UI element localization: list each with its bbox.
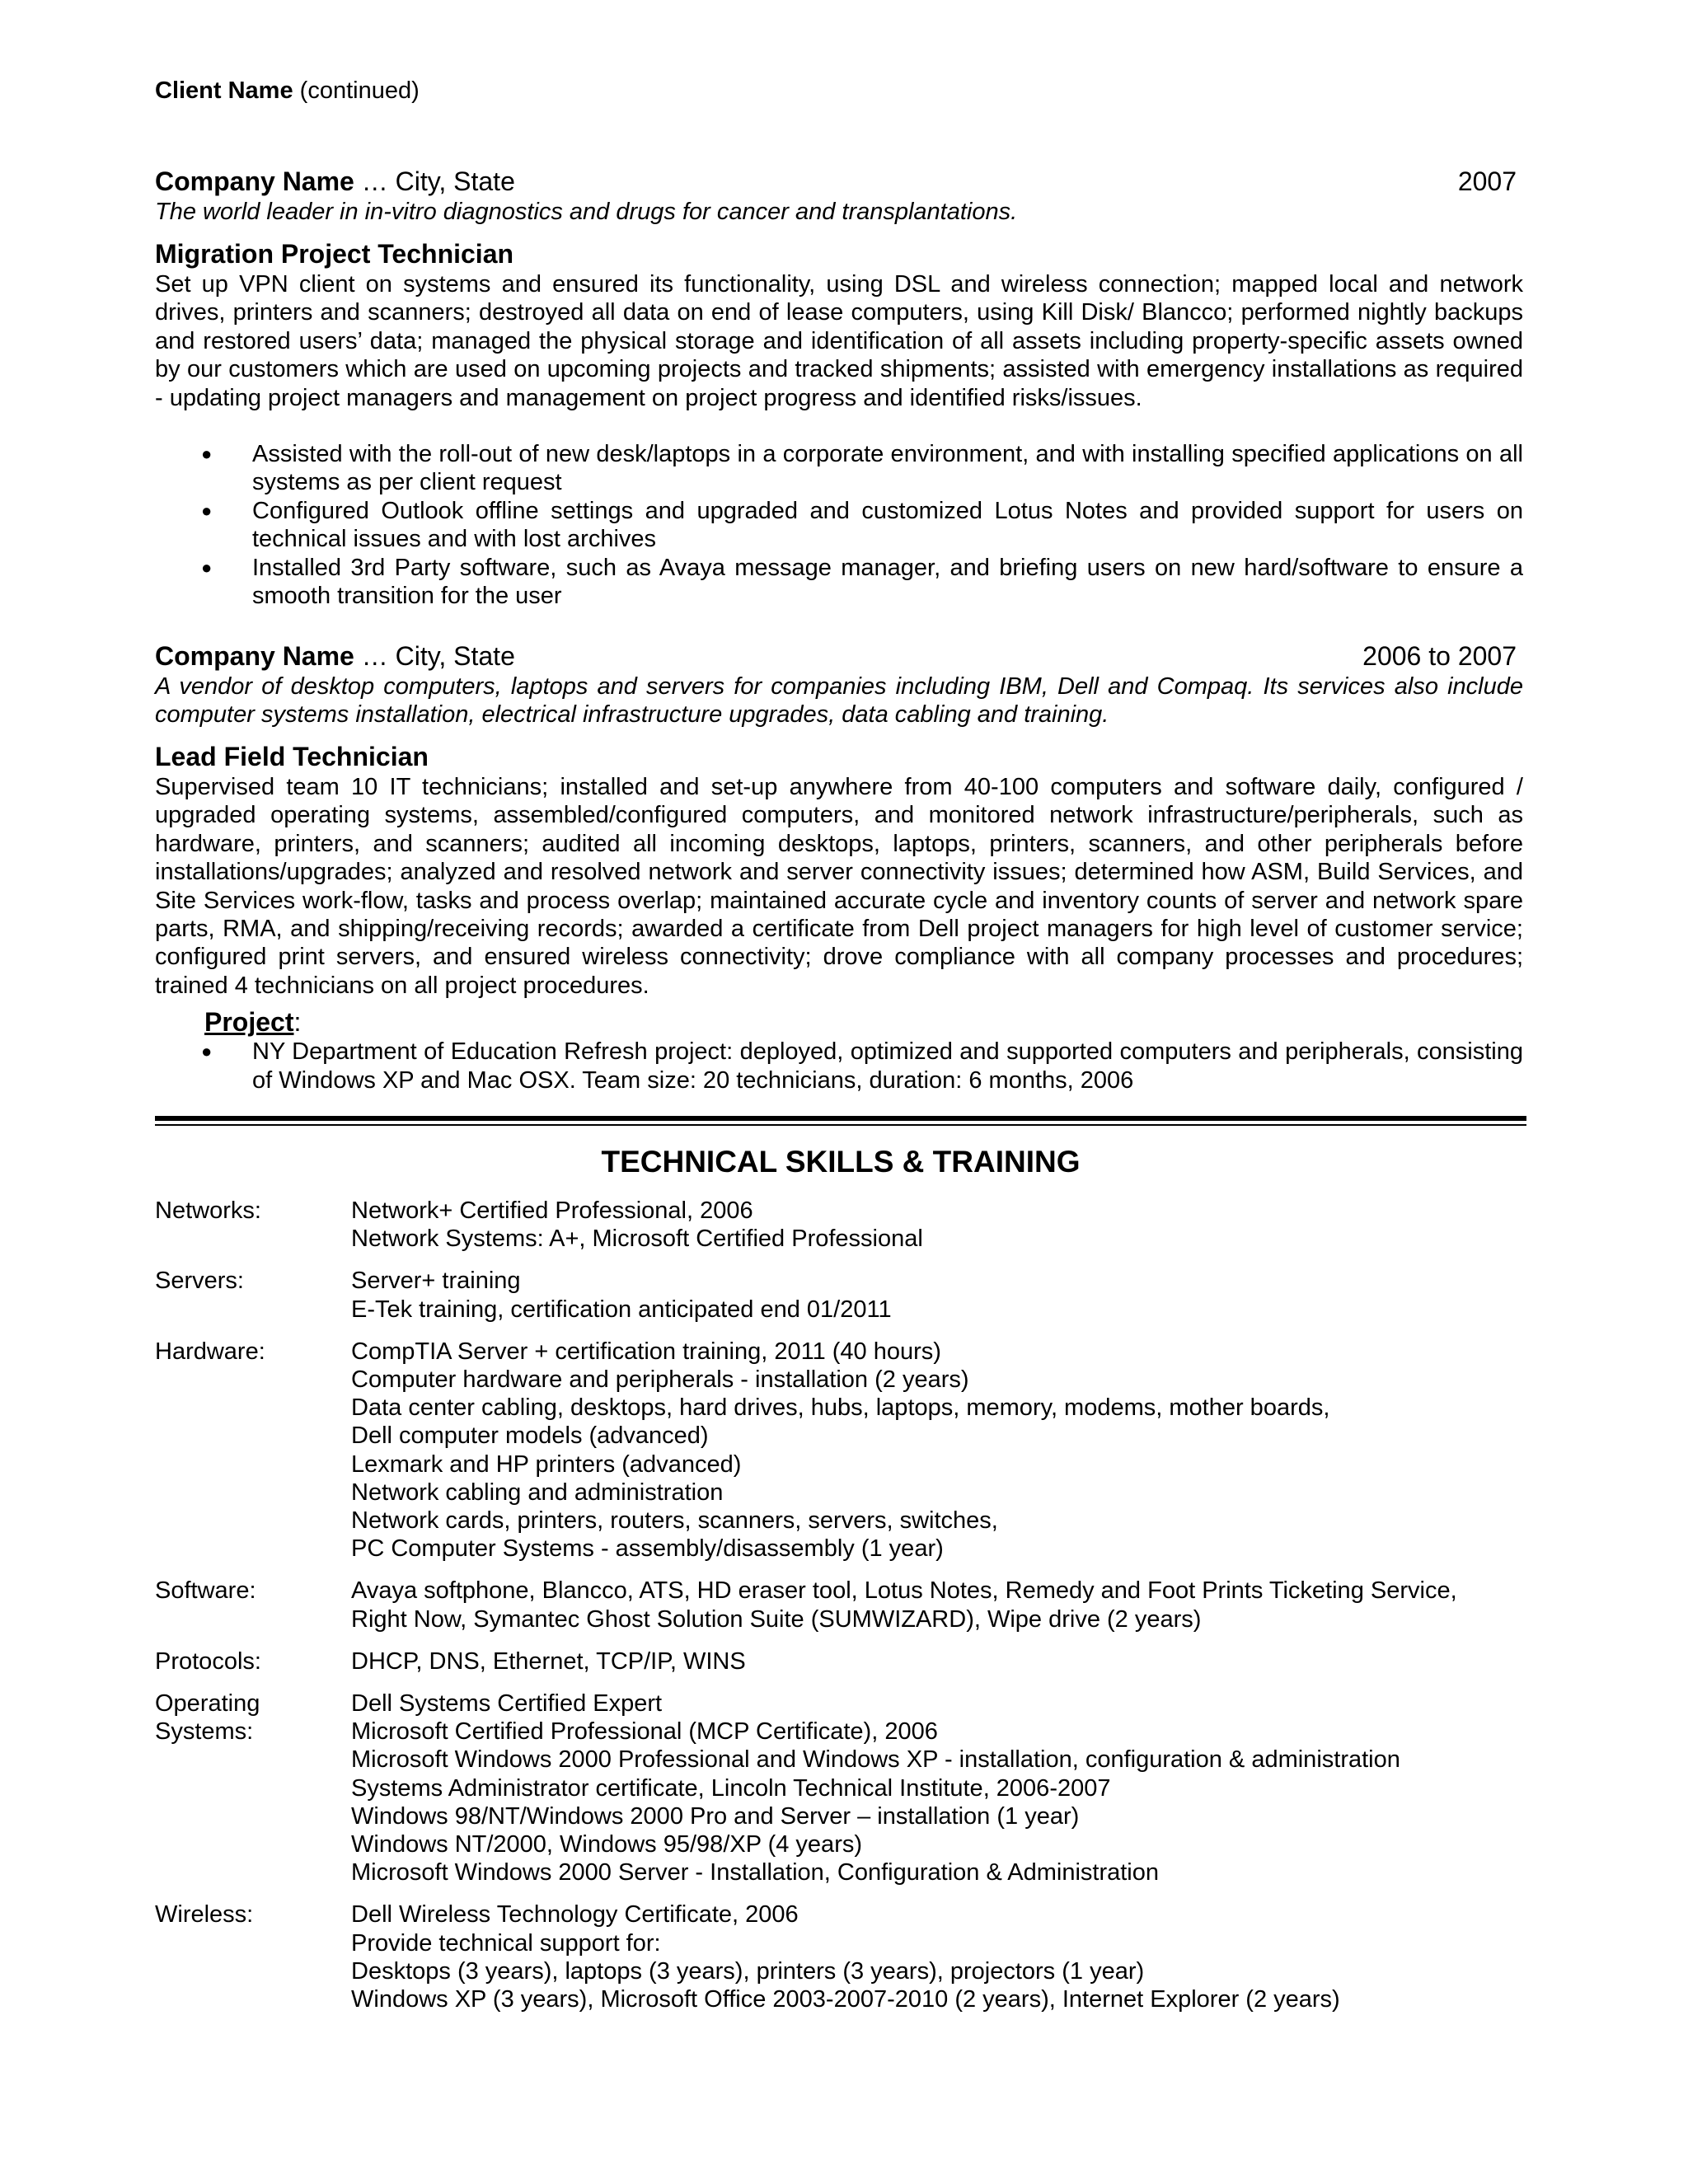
job-entry-1 (155, 165, 1523, 610)
job-title: Lead Field Technician (155, 742, 429, 771)
list-item: ● NY Department of Education Refresh project: deployed, optimized and supported computers and peripherals, consisting of Windows XP and Mac OSX. Team size: 20 technicians, duration: 6 months, 2006 (201, 1038, 1523, 1094)
skills-list (155, 1197, 1526, 2027)
list-item: ● Configured Outlook offline settings and upgraded and customized Lotus Notes and provided support for users on technical issues and with lost archives (201, 497, 1523, 553)
project-bullets (155, 1038, 1523, 1094)
skill-row-servers (155, 1267, 1526, 1323)
company-name: Company Name (155, 641, 354, 671)
section-divider (155, 1116, 1526, 1121)
skill-row-hardware (155, 1338, 1526, 1563)
skill-category: Hardware: (155, 1338, 265, 1365)
company-location: … City, State (361, 166, 515, 196)
bullet-icon: ● (201, 499, 213, 521)
job-header (155, 165, 1523, 198)
job-date: 2007 (1457, 166, 1517, 196)
bullet-icon: ● (201, 556, 213, 578)
skill-row-software (155, 1577, 1526, 1633)
client-label: Client Name (155, 77, 293, 104)
skill-row-operating-systems (155, 1690, 1526, 1886)
skill-row-networks (155, 1197, 1526, 1253)
job-bullets (155, 440, 1523, 610)
skill-category: Servers: (155, 1268, 244, 1295)
company-tagline: A vendor of desktop computers, laptops and servers for companies including IBM, Dell and Compaq. Its services also include computer systems installation, electrical infrastructure upgrades, data cabling and training. (155, 673, 1523, 728)
job-title: Migration Project Technician (155, 239, 514, 269)
section-divider-thin (155, 1124, 1526, 1126)
skill-items: Dell Systems Certified Expert Microsoft Certified Professional (MCP Certificate), 2006 Microsoft Windows 2000 Professional and Windows XP - installation, configuration & administration Systems Administrator certificate, Lincoln Technical Institute, 2006-2007 Windows 98/NT/Windows 2000 Pro and Server – installation (1 year) Windows NT/2000, Windows 95/98/XP (4 years) Microsoft Windows 2000 Server - Installation, Configuration & Administration (351, 1690, 1400, 1886)
skill-items: Avaya softphone, Blancco, ATS, HD eraser tool, Lotus Notes, Remedy and Foot Prints Ticketing Service, Right Now, Symantec Ghost Solution Suite (SUMWIZARD), Wipe drive (2 years) (351, 1577, 1457, 1633)
skill-items: Server+ training E-Tek training, certification anticipated end 01/2011 (351, 1268, 892, 1323)
skill-row-protocols (155, 1647, 1526, 1675)
company-location: … City, State (361, 641, 515, 671)
skill-category: Software: (155, 1577, 256, 1605)
skill-category: Operating Systems: (155, 1690, 260, 1746)
job-header (155, 640, 1523, 673)
skill-category: Wireless: (155, 1901, 254, 1929)
skill-category: Networks: (155, 1197, 261, 1224)
bullet-icon: ● (201, 1041, 213, 1062)
skill-category: Protocols: (155, 1647, 261, 1675)
company-name: Company Name (155, 166, 354, 196)
section-title: TECHNICAL SKILLS & TRAINING (601, 1145, 1081, 1179)
project-label: Project: (204, 1007, 302, 1038)
bullet-icon: ● (201, 443, 213, 465)
job-summary: Supervised team 10 IT technicians; installed and set-up anywhere from 40-100 computers and software daily, configured / upgraded operating systems, assembled/configured computers, and monitored network infrastructure/peripherals, such as hardware, printers, and scanners; audited all incoming desktops, laptops, printers, scanners, and other peripherals before installations/upgrades; analyzed and resolved network and server connectivity issues; determined how ASM, Build Services, and Site Services work-flow, tasks and process overlap; maintained accurate cycle and inventory counts of server and network spare parts, RMA, and shipping/receiving records; awarded a certificate from Dell project managers for high level of customer service; configured print servers, and ensured wireless connectivity; drove compliance with all company processes and procedures; trained 4 technicians on all project procedures. (155, 774, 1523, 999)
skill-items: DHCP, DNS, Ethernet, TCP/IP, WINS (351, 1647, 746, 1675)
skill-items: Network+ Certified Professional, 2006 Network Systems: A+, Microsoft Certified Professional (351, 1197, 923, 1253)
job-summary: Set up VPN client on systems and ensured its functionality, using DSL and wireless connection; mapped local and network drives, printers and scanners; destroyed all data on end of lease computers, using Kill Disk/ Blancco; performed nightly backups and restored users’ data; managed the physical storage and identification of all assets including property-specific assets owned by our customers which are used on upcoming projects and tracked shipments; assisted with emergency installations as required - updating project managers and management on project progress and identified risks/issues. (155, 271, 1523, 411)
job-entry-2 (155, 640, 1523, 1094)
client-suffix: (continued) (299, 77, 420, 104)
client-header (155, 76, 420, 105)
skill-items: Dell Wireless Technology Certificate, 2006 Provide technical support for: Desktops (3 years), laptops (3 years), printers (3 years), projectors (1 year) Windows XP (3 years), Microsoft Office 2003-2007-2010 (2 years), Internet Explorer (2 years) (351, 1901, 1340, 2013)
list-item: ● Installed 3rd Party software, such as Avaya message manager, and briefing users on new hard/software to ensure a smooth transition for the user (201, 554, 1523, 610)
list-item: ● Assisted with the roll-out of new desk/laptops in a corporate environment, and with installing specified applications on all systems as per client request (201, 441, 1523, 496)
skill-items: CompTIA Server + certification training, 2011 (40 hours) Computer hardware and peripherals - installation (2 years) Data center cabling, desktops, hard drives, hubs, laptops, memory, modems, mother boards, Dell computer models (advanced) Lexmark and HP printers (advanced) Network cabling and administration Network cards, printers, routers, scanners, servers, switches, PC Computer Systems - assembly/disassembly (1 year) (351, 1338, 1330, 1563)
job-date: 2006 to 2007 (1362, 641, 1517, 671)
skill-row-wireless (155, 1900, 1526, 2013)
company-tagline: The world leader in in-vitro diagnostics and drugs for cancer and transplantations. (155, 199, 1018, 225)
